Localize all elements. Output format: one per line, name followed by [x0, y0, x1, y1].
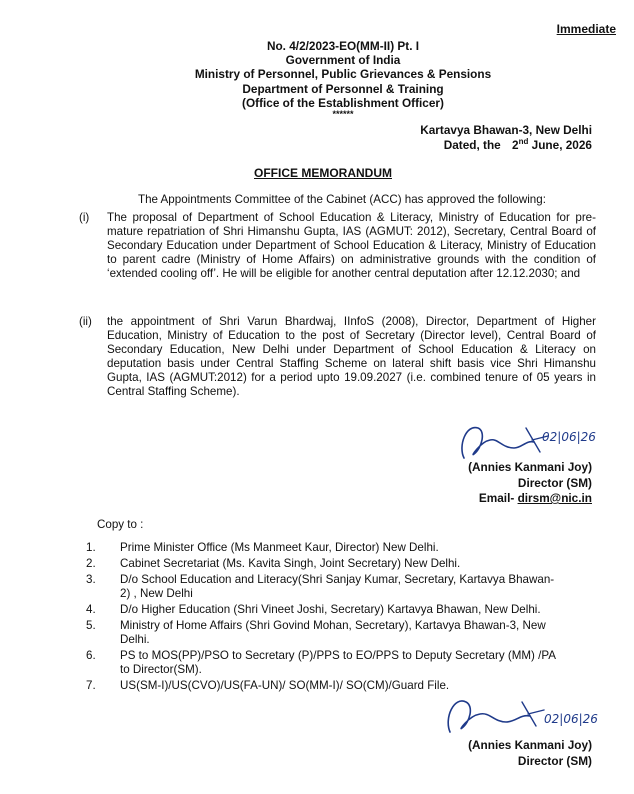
- date-day: 2: [512, 137, 519, 152]
- list-item-text: Cabinet Secretariat (Ms. Kavita Singh, Joint Secretary) New Delhi.: [120, 557, 461, 570]
- list-item: [86, 541, 606, 557]
- list-item-text: PS to MOS(PP)/PSO to Secretary (P)/PPS to EO/PPS to Deputy Secretary (MM) /PA: [120, 649, 556, 662]
- signature-date: 02|06|26: [542, 430, 596, 444]
- list-item-text-continued: 2) , New Delhi: [120, 587, 193, 600]
- signatory-name: (Annies Kanmani Joy): [468, 460, 592, 474]
- letterhead: [120, 39, 566, 118]
- list-item-text-continued: to Director(SM).: [120, 663, 202, 676]
- list-item: [86, 649, 606, 679]
- priority-label: Immediate: [556, 22, 616, 36]
- list-item-text: Prime Minister Office (Ms Manmeet Kaur, Director) New Delhi.: [120, 541, 439, 554]
- signatory-designation: Director (SM): [517, 753, 592, 768]
- department-name: Department of Personnel & Training: [242, 81, 444, 96]
- signatory-designation: Director (SM): [517, 475, 592, 490]
- list-item-text: Ministry of Home Affairs (Shri Govind Mohan, Secretary), Kartavya Bhawan-3, New: [120, 619, 546, 632]
- date-month-year: June, 2026: [531, 137, 592, 152]
- list-item: [86, 573, 606, 603]
- list-item-number: 6.: [86, 649, 96, 662]
- signature-date: 02|06|26: [544, 712, 598, 726]
- item-number: (i): [79, 211, 90, 224]
- office-name: (Office of the Establishment Officer): [242, 95, 444, 110]
- list-item: [86, 603, 606, 619]
- item-number: (ii): [79, 315, 92, 328]
- list-item-number: 3.: [86, 573, 96, 586]
- list-item: [86, 619, 606, 649]
- signature-1: [456, 418, 596, 462]
- address-block: [420, 123, 592, 152]
- signature-2: [440, 692, 600, 736]
- copy-to-label: Copy to :: [97, 518, 144, 531]
- list-item-number: 7.: [86, 679, 96, 692]
- list-item-number: 1.: [86, 541, 96, 554]
- signatory-2-block: [468, 738, 592, 769]
- list-item-text: D/o School Education and Literacy(Shri Sanjay Kumar, Secretary, Kartavya Bhawan-: [120, 573, 555, 586]
- copy-to-list: [86, 541, 606, 695]
- signatory-email-line: [468, 491, 592, 507]
- list-item-text: D/o Higher Education (Shri Vineet Joshi, Secretary) Kartavya Bhawan, New Delhi.: [120, 603, 541, 616]
- intro-paragraph: The Appointments Committee of the Cabinet (ACC) has approved the following:: [138, 193, 546, 206]
- date-line: [420, 138, 592, 153]
- list-item-text: US(SM-I)/US(CVO)/US(FA-UN)/ SO(MM-I)/ SO(CM)/Guard File.: [120, 679, 450, 692]
- email-link[interactable]: dirsm@nic.in: [517, 491, 592, 505]
- file-number: No. 4/2/2023-EO(MM-II) Pt. I: [266, 39, 420, 53]
- list-item-number: 5.: [86, 619, 96, 632]
- office-address: Kartavya Bhawan-3, New Delhi: [420, 123, 592, 137]
- list-item-number: 2.: [86, 557, 96, 570]
- list-item: [86, 557, 606, 573]
- date-day-suffix: nd: [518, 136, 529, 146]
- dated-prefix: Dated, the: [443, 137, 501, 152]
- ministry-name: Ministry of Personnel, Public Grievances & Pensions: [194, 67, 492, 82]
- signatory-name: (Annies Kanmani Joy): [468, 738, 592, 752]
- list-item-text-continued: Delhi.: [120, 633, 150, 646]
- email-label: Email-: [478, 491, 515, 505]
- stars-divider: ******: [332, 109, 354, 120]
- memo-title: OFFICE MEMORANDUM: [254, 166, 392, 180]
- item-text: The proposal of Department of School Education & Literacy, Ministry of Education for pre-mature repatriation of Shri Himanshu Gupta, IAS (AGMUT: 2012), Secretary, Central Board of Secondary Education under Department of School Education & Literacy, Ministry of Education to parent cadre (Ministry of Home Affairs) on administrative grounds with the condition of ‘extended cooling off’. He will be eligible for another central deputation after 12.12.2030; and: [107, 211, 596, 281]
- item-text: the appointment of Shri Varun Bhardwaj, IInfoS (2008), Director, Department of Higher Education, Ministry of Education to the post of Secretary (Director level), Central Board of Secondary Education, New Delhi under Department of School Education & Literacy on deputation basis under Central Staffing Scheme on lateral shift basis vice Shri Himanshu Gupta, IAS (AGMUT:2012) for a period upto 19.09.2027 (i.e. combined tenure of 05 years in Central Staffing Scheme).: [107, 315, 596, 399]
- signatory-1-block: [468, 460, 592, 507]
- list-item-number: 4.: [86, 603, 96, 616]
- government-name: Government of India: [285, 53, 401, 68]
